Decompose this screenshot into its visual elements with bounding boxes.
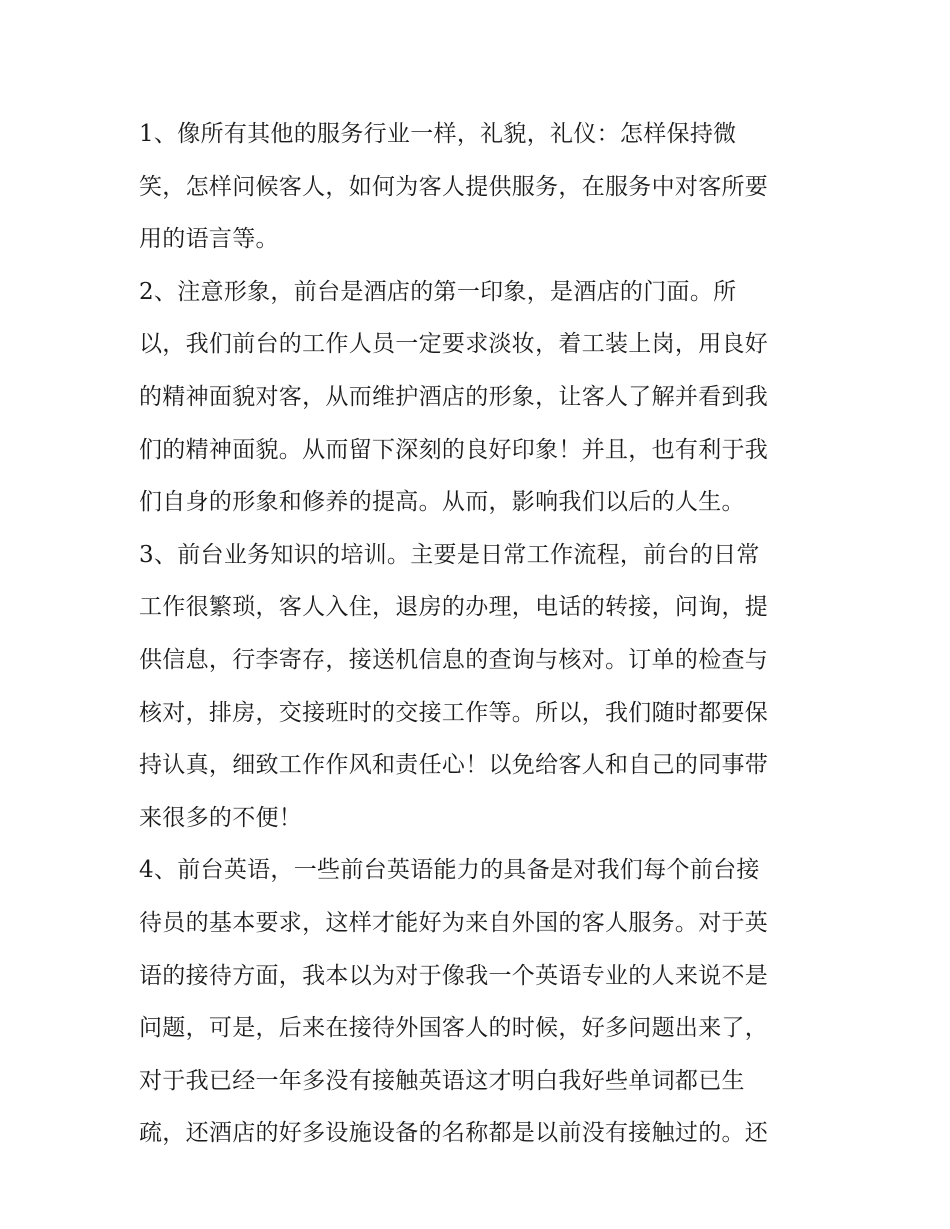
- text-line: 工作很繁琐，客人入住，退房的办理，电话的转接，问询，提: [139, 594, 769, 621]
- text-line: 2、注意形象，前台是酒店的第一印象，是酒店的门面。所: [139, 278, 737, 305]
- text-line: 供信息，行李寄存，接送机信息的查询与核对。订单的检查与: [139, 646, 769, 673]
- text-line: 语的接待方面，我本以为对于像我一个英语专业的人来说不是: [139, 962, 769, 989]
- text-line: 核对，排房，交接班时的交接工作等。所以，我们随时都要保: [139, 699, 769, 726]
- text-line: 对于我已经一年多没有接触英语这才明白我好些单词都已生: [139, 1067, 745, 1094]
- document-body: [139, 108, 819, 1160]
- text-line: 4、前台英语，一些前台英语能力的具备是对我们每个前台接: [139, 857, 760, 884]
- text-line: 的精神面貌对客，从而维护酒店的形象，让客人了解并看到我: [139, 383, 769, 410]
- text-line: 问题，可是，后来在接待外国客人的时候，好多问题出来了，: [139, 1015, 769, 1042]
- text-line: 持认真，细致工作作风和责任心！以免给客人和自己的同事带: [139, 752, 769, 779]
- text-line: 笑，怎样问候客人，如何为客人提供服务，在服务中对客所要: [139, 173, 769, 200]
- text-line: 用的语言等。: [139, 226, 279, 253]
- text-line: 3、前台业务知识的培训。主要是日常工作流程，前台的日常: [139, 541, 760, 568]
- text-line: 们的精神面貌。从而留下深刻的良好印象！并且，也有利于我: [139, 436, 769, 463]
- text-line: 待员的基本要求，这样才能好为来自外国的客人服务。对于英: [139, 909, 769, 936]
- text-line: 以，我们前台的工作人员一定要求淡妆，着工装上岗，用良好: [139, 331, 769, 358]
- text-line: 来很多的不便！: [139, 804, 303, 831]
- text-line: 1、像所有其他的服务行业一样，礼貌，礼仪：怎样保持微: [139, 121, 737, 147]
- text-line: 们自身的形象和修养的提高。从而，影响我们以后的人生。: [139, 489, 745, 516]
- text-line: 疏，还酒店的好多设施设备的名称都是以前没有接触过的。还: [139, 1120, 769, 1147]
